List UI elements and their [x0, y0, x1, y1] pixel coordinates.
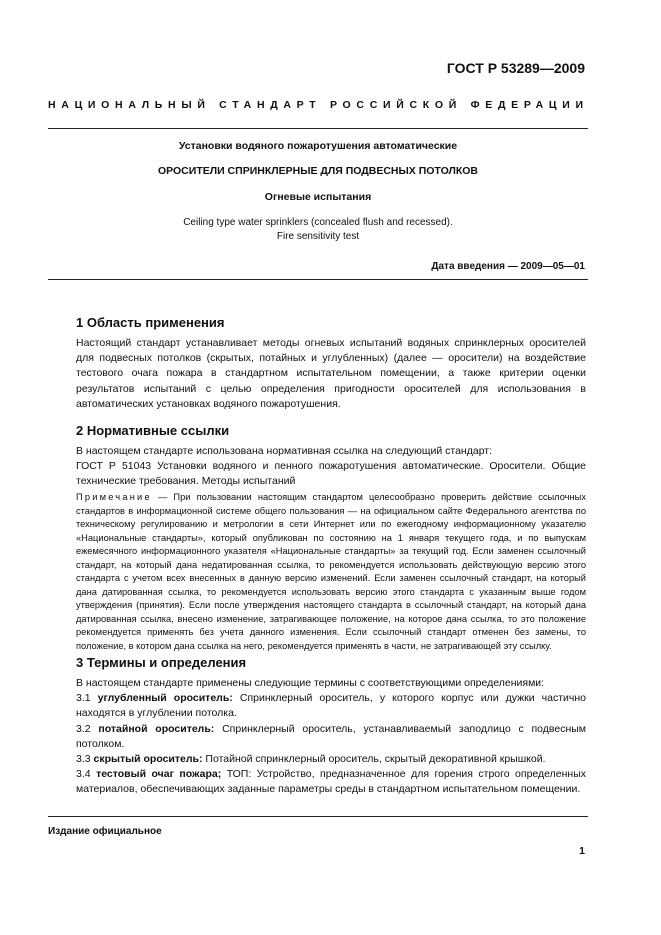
english-title-line-2: Fire sensitivity test: [276, 231, 360, 242]
english-title-line-1: Ceiling type water sprinklers (concealed flush and recessed).: [183, 217, 453, 228]
edition-label: Издание официальное: [48, 826, 162, 837]
english-title: [48, 216, 588, 244]
document-code: ГОСТ Р 53289—2009: [446, 60, 585, 76]
section-1-heading: 1 Область применения: [76, 315, 225, 330]
section-2-intro: В настоящем стандарте использована нормативная ссылка на следующий стандарт:: [76, 445, 493, 457]
section-3-intro: В настоящем стандарте применены следующие термины с соответствующими определениями:: [76, 677, 545, 689]
title-rule: [48, 279, 588, 280]
document-subtitle: Установки водяного пожаротушения автоматические: [178, 140, 458, 152]
note-label: Примечание: [76, 492, 152, 502]
normative-reference: ГОСТ Р 51043 Установки водяного и пенного пожаротушения автоматические. Оросители. Общие технические требования. Методы испытаний: [76, 460, 586, 488]
section-2-heading: 2 Нормативные ссылки: [76, 423, 230, 438]
footer-rule: [48, 816, 588, 817]
section-3-text: [48, 676, 586, 798]
term-3-4: 3.4 тестовый очаг пожара; ТОП: Устройство, предназначенное для горения строго определенных материалов, обеспечивающих заданные параметры среды в стандартном испытательном помещении.: [76, 768, 586, 796]
section-1-paragraph: Настоящий стандарт устанавливает методы огневых испытаний водяных спринклерных оросителей для подвесных потолков (скрытых, потайных и углубленных) (далее — оросители) на воздействие тестового очага пожара в стандартном испытательном помещении, а также критерии оценки результатов испытаний с целью определения пригодности оросителей для использования в автоматических установках водяного пожаротушения.: [76, 337, 586, 410]
page-number: 1: [579, 845, 585, 857]
term-3-2: 3.2 потайной ороситель: Спринклерный ороситель, устанавливаемый заподлицо с подвесным потолком.: [76, 722, 587, 750]
section-3-heading: 3 Термины и определения: [76, 655, 247, 670]
term-3-1: 3.1 углубленный ороситель: Спринклерный ороситель, у которого корпус или дужки частично находятся в углублении потолка.: [76, 692, 587, 720]
document-test-title: Огневые испытания: [264, 191, 372, 203]
effective-date: Дата введения — 2009—05—01: [431, 261, 585, 272]
header-rule: [48, 128, 588, 129]
section-2-note: [48, 491, 586, 653]
term-3-3: 3.3 скрытый ороситель: Потайной спринклерный ороситель, скрытый декоративной крышкой.: [76, 753, 546, 766]
section-2-text: [48, 444, 586, 490]
note-text: — При пользовании настоящим стандартом целесообразно проверить действие ссылочных стандартов в информационной системе общего пользования — на официальном сайте Федерального агентства по техническому регулированию и метрологии в сети Интернет или по ежегодному информационному указателю «Национальные стандарты», который опубликован по состоянию на 1 января текущего года, и по выпускам ежемесячного информационного указателя «Национальные стандарты» за текущий год. Если заменен ссылочный стандарт, на который дана недатированная ссылка, то рекомендуется использовать действующую версию этого стандарта с учетом всех внесенных в данную версию изменений. Если заменен ссылочный стандарт, на который дана датированная ссылка, то рекомендуется использовать версию этого стандарта с указанным выше годом утверждения (принятия). Если после утверждения настоящего стандарта в ссылочный стандарт, на который дана датированная ссылка, внесено изменение, затрагивающее положение, на которое дана ссылка, то это положение рекомендуется применять без учета данного изменения. Если ссылочный стандарт отменен без замены, то положение, в котором дана ссылка на него, рекомендуется применять в части, не затрагивающей эту ссылку.: [76, 492, 586, 651]
document-title: ОРОСИТЕЛИ СПРИНКЛЕРНЫЕ ДЛЯ ПОДВЕСНЫХ ПОТОЛКОВ: [157, 165, 479, 177]
section-1-text: [48, 336, 586, 412]
national-standard-banner: НАЦИОНАЛЬНЫЙ СТАНДАРТ РОССИЙСКОЙ ФЕДЕРАЦИИ: [48, 99, 589, 111]
